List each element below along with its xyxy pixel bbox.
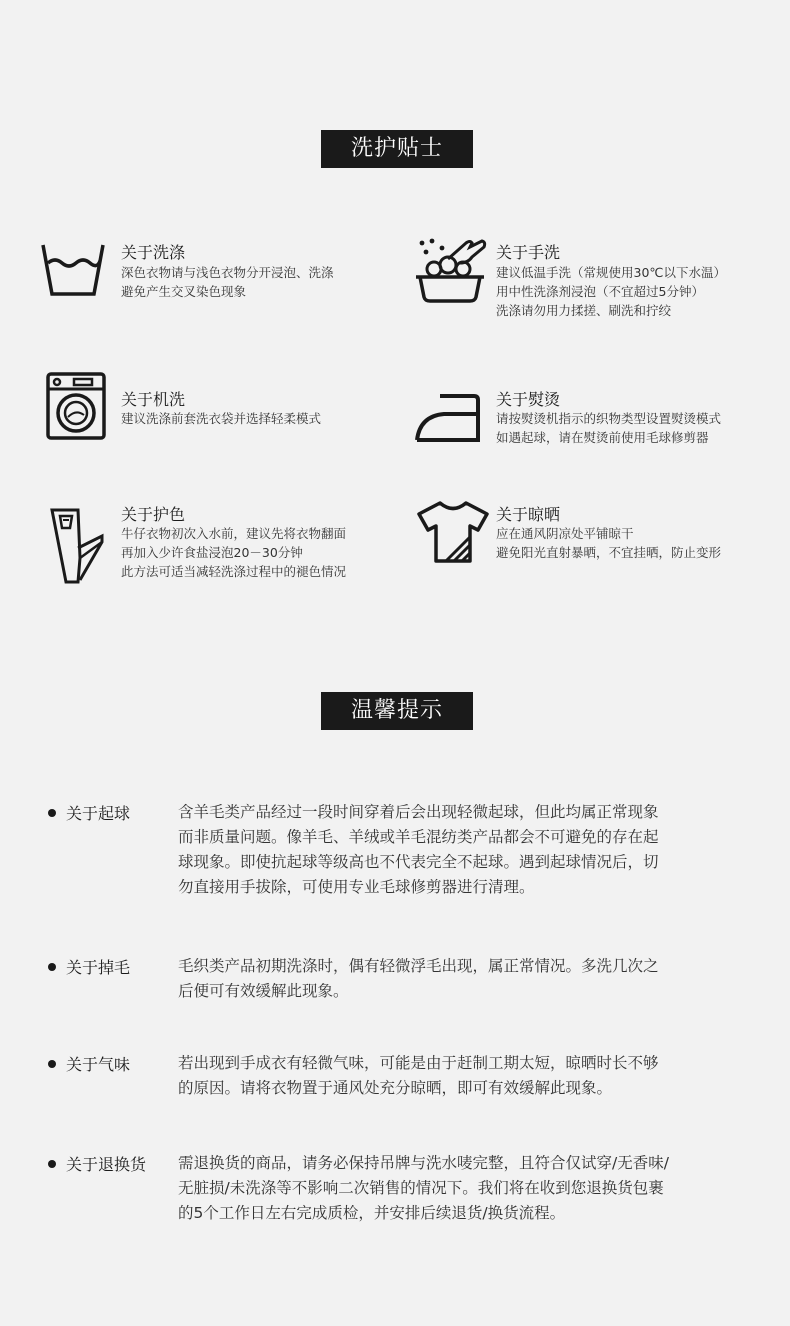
care-item-desc: 深色衣物请与浅色衣物分开浸泡、洗涤 避免产生交叉染色现象 <box>121 265 334 299</box>
tip-text: 含羊毛类产品经过一段时间穿着后会出现轻微起球，但此均属正常现象 而非质量问题。像羊毛、羊绒或羊毛混纺类产品都会不可避免的存在起 球现象。即使抗起球等级高也不代表完全不起球。遇到起球情况后，切 勿直接用手拔除，可使用专业毛球修剪器进行清理。 <box>178 803 659 896</box>
bullet-dot-icon <box>48 1060 56 1068</box>
jeans-icon <box>48 508 104 584</box>
bullet-dot-icon <box>48 1160 56 1168</box>
care-item-desc: 应在通风阴凉处平铺晾干 避免阳光直射暴晒，不宜挂晒，防止变形 <box>496 526 722 560</box>
washing-machine-icon <box>46 372 106 440</box>
bullet-dot-icon <box>48 963 56 971</box>
tip-text: 需退换货的商品，请务必保持吊牌与洗水唛完整，且符合仅试穿/无香味/ 无脏损/未洗涤等不影响二次销售的情况下。我们将在收到您退换货包裹 的5个工作日左右完成质检，并安排后续退货/换货流程。 <box>178 1154 669 1222</box>
hand-wash-icon <box>412 237 488 307</box>
care-item-title: 关于晾晒 <box>496 505 561 524</box>
tip-label: 关于起球 <box>66 804 131 823</box>
tip-text: 若出现到手成衣有轻微气味，可能是由于赶制工期太短，晾晒时长不够 的原因。请将衣物置于通风处充分晾晒，即可有效缓解此现象。 <box>178 1054 659 1097</box>
tip-text: 毛织类产品初期洗涤时，偶有轻微浮毛出现，属正常情况。多洗几次之 后便可有效缓解此现象。 <box>178 957 659 1000</box>
care-item-desc: 请按熨烫机指示的织物类型设置熨烫模式 如遇起球，请在熨烫前使用毛球修剪器 <box>496 411 722 445</box>
tip-label: 关于气味 <box>66 1055 131 1074</box>
flat-dry-shirt-icon <box>416 500 490 564</box>
care-item-title: 关于机洗 <box>121 390 186 409</box>
bullet-dot-icon <box>48 809 56 817</box>
care-item-title: 关于洗涤 <box>121 243 186 262</box>
care-item-title: 关于护色 <box>121 505 186 524</box>
care-item-desc: 建议低温手洗（常规使用30℃以下水温） 用中性洗涤剂浸泡（不宜超过5分钟） 洗涤请勿用力揉搓、刷洗和拧绞 <box>496 265 726 318</box>
care-item-title: 关于手洗 <box>496 243 561 262</box>
iron-icon <box>414 392 486 444</box>
care-item-desc: 牛仔衣物初次入水前，建议先将衣物翻面 再加入少许食盐浸泡20－30分钟 此方法可适当减轻洗涤过程中的褪色情况 <box>121 526 347 579</box>
care-item-desc: 建议洗涤前套洗衣袋并选择轻柔模式 <box>121 411 322 426</box>
tips-section-title: 温馨提示 <box>321 692 473 730</box>
care-item-title: 关于熨烫 <box>496 390 561 409</box>
wash-basin-icon <box>40 242 106 298</box>
tip-label: 关于退换货 <box>66 1155 147 1174</box>
tip-label: 关于掉毛 <box>66 958 131 977</box>
care-section-title: 洗护贴士 <box>321 130 473 168</box>
